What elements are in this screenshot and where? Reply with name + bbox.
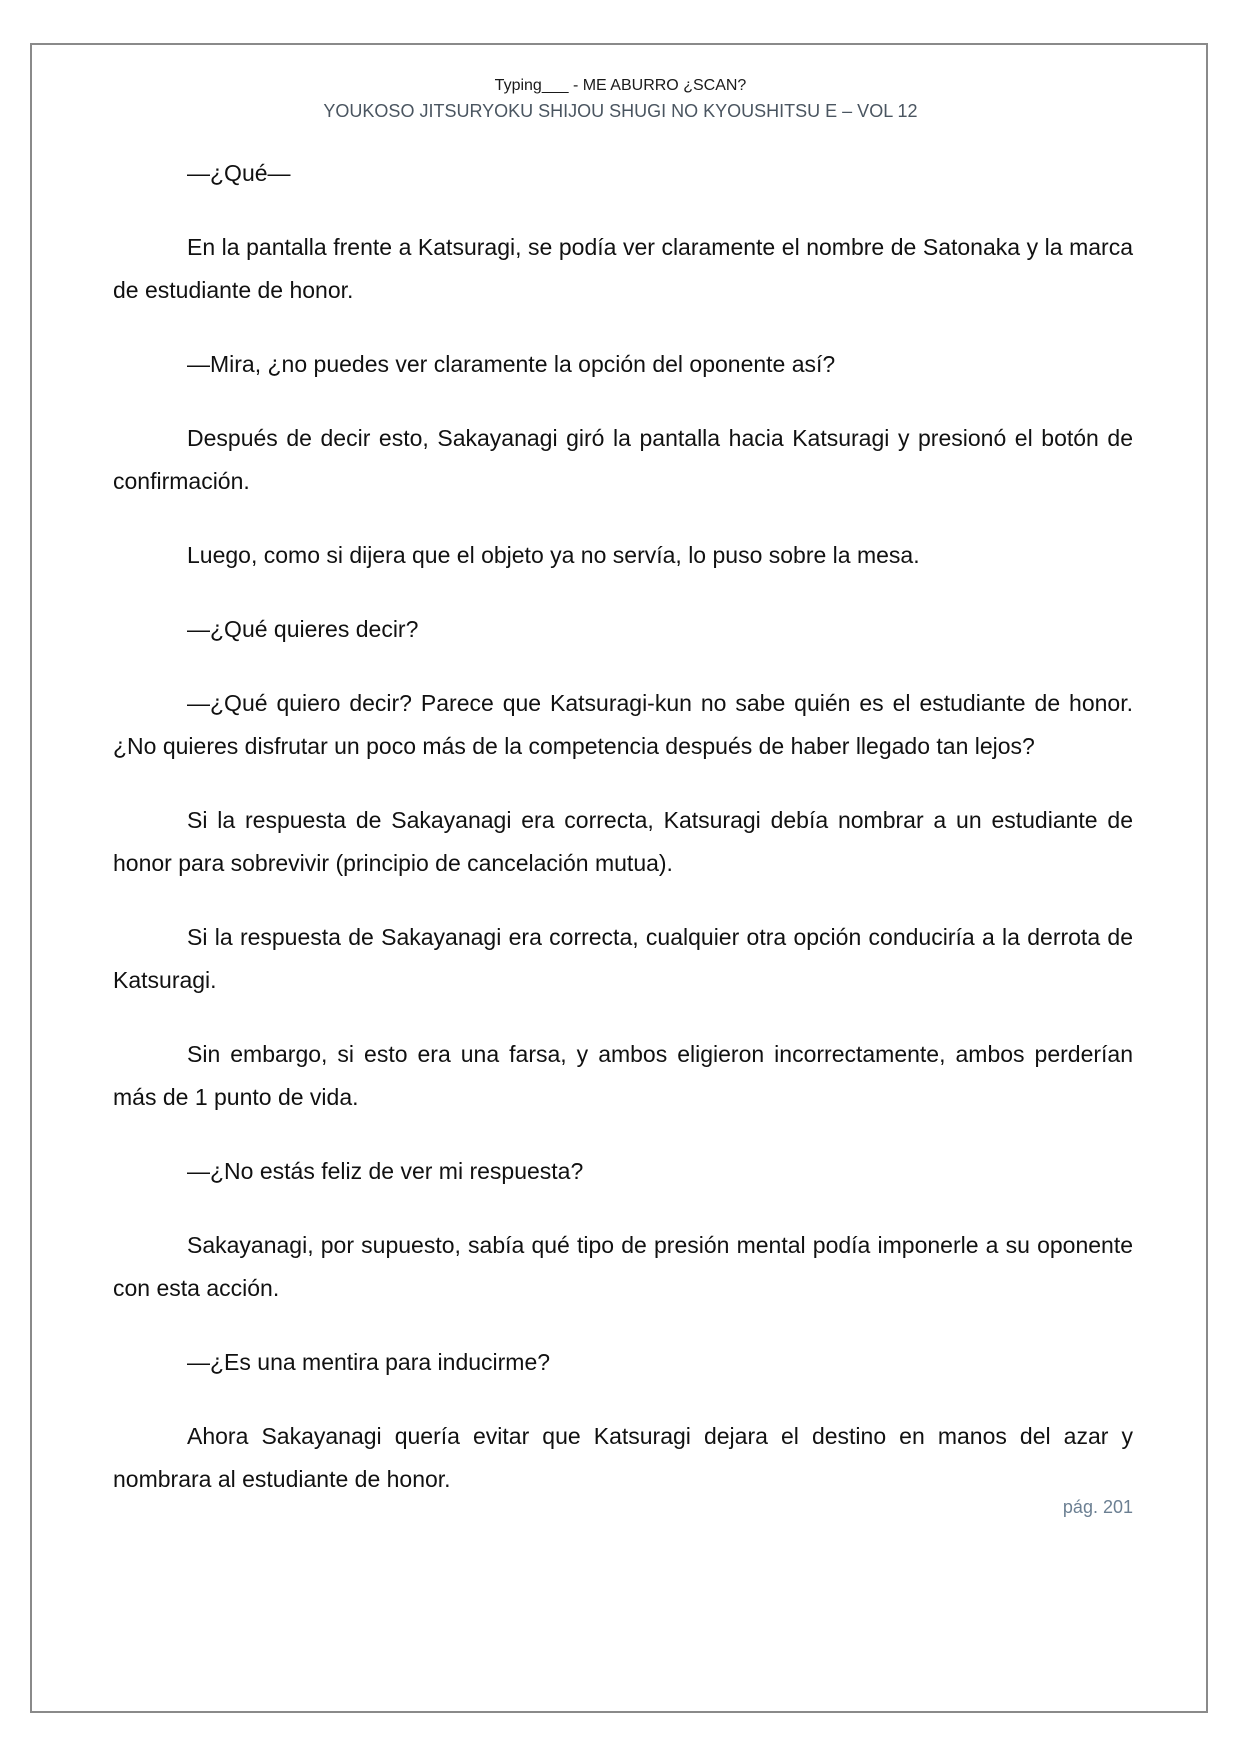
header-translator-credit: Typing___ - ME ABURRO ¿SCAN? — [494, 77, 747, 94]
paragraph: —¿Qué quiero decir? Parece que Katsuragi-kun no sabe quién es el estudiante de honor. ¿No quieres disfrutar un poco más de la competencia después de haber llegado tan lejos? — [113, 690, 1133, 759]
paragraph: Luego, como si dijera que el objeto ya no servía, lo puso sobre la mesa. — [187, 542, 920, 568]
paragraph: Sakayanagi, por supuesto, sabía qué tipo de presión mental podía imponerle a su oponente con esta acción. — [113, 1232, 1133, 1301]
paragraph: Sin embargo, si esto era una farsa, y ambos eligieron incorrectamente, ambos perderían más de 1 punto de vida. — [113, 1041, 1133, 1110]
paragraph: —¿Qué quieres decir? — [187, 616, 419, 642]
paragraph: Después de decir esto, Sakayanagi giró la pantalla hacia Katsuragi y presionó el botón de confirmación. — [113, 425, 1133, 494]
paragraph: —¿Qué— — [187, 160, 291, 186]
header-book-title: YOUKOSO JITSURYOKU SHIJOU SHUGI NO KYOUSHITSU E – VOL 12 — [323, 101, 918, 121]
paragraph: —Mira, ¿no puedes ver claramente la opción del oponente así? — [187, 351, 836, 377]
body-text — [113, 152, 1133, 1532]
paragraph: En la pantalla frente a Katsuragi, se podía ver claramente el nombre de Satonaka y la marca de estudiante de honor. — [113, 234, 1133, 303]
paragraph: —¿No estás feliz de ver mi respuesta? — [187, 1158, 584, 1184]
paragraph: Si la respuesta de Sakayanagi era correcta, cualquier otra opción conduciría a la derrota de Katsuragi. — [113, 924, 1133, 993]
paragraph: —¿Es una mentira para inducirme? — [187, 1349, 551, 1375]
page-header — [0, 74, 1241, 124]
paragraph: Si la respuesta de Sakayanagi era correcta, Katsuragi debía nombrar a un estudiante de honor para sobrevivir (principio de cancelación mutua). — [113, 807, 1133, 876]
paragraph: Ahora Sakayanagi quería evitar que Katsuragi dejara el destino en manos del azar y nombrara al estudiante de honor. — [113, 1423, 1133, 1492]
page-number: pág. 201 — [1062, 1497, 1133, 1517]
